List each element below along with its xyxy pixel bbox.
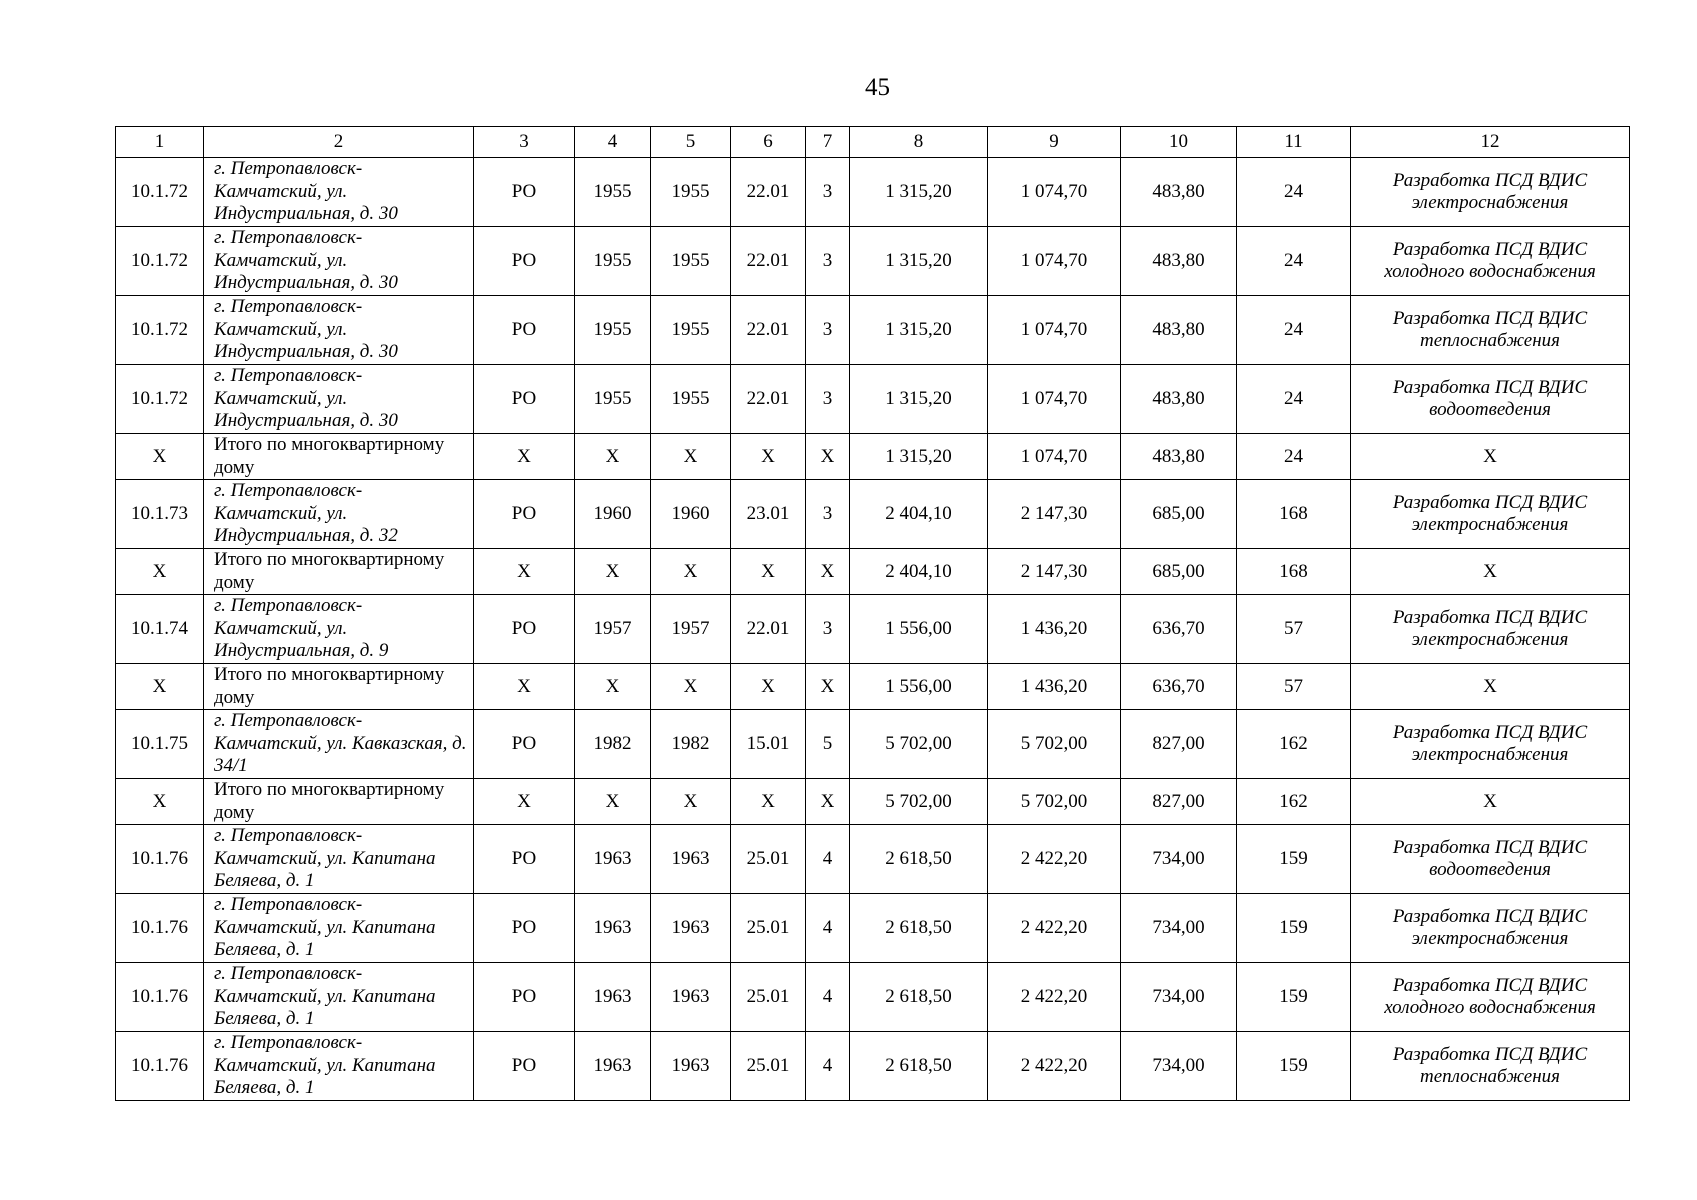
cell: 4 (806, 825, 850, 894)
cell: 159 (1237, 1032, 1351, 1101)
cell: 483,80 (1121, 365, 1237, 434)
cell: 24 (1237, 365, 1351, 434)
address-cell: Итого по многоквартирному дому (204, 664, 474, 710)
work-cell: X (1351, 779, 1630, 825)
cell: X (575, 779, 651, 825)
cell: РО (474, 1032, 575, 1101)
cell: 168 (1237, 549, 1351, 595)
cell: 1 315,20 (850, 227, 988, 296)
cell: 4 (806, 1032, 850, 1101)
address-cell: г. Петропавловск-Камчатский, ул. Капитана Беляева, д. 1 (204, 963, 474, 1032)
cell: 483,80 (1121, 296, 1237, 365)
cell: РО (474, 296, 575, 365)
cell: 2 422,20 (988, 894, 1121, 963)
cell: 2 404,10 (850, 549, 988, 595)
cell: 5 (806, 710, 850, 779)
work-cell: Разработка ПСД ВДИС электроснабжения (1351, 158, 1630, 227)
work-cell: X (1351, 549, 1630, 595)
work-cell: Разработка ПСД ВДИС водоотведения (1351, 365, 1630, 434)
work-cell: Разработка ПСД ВДИС электроснабжения (1351, 595, 1630, 664)
cell: 1 315,20 (850, 296, 988, 365)
cell: РО (474, 365, 575, 434)
address-cell: г. Петропавловск-Камчатский, ул. Индустриальная, д. 9 (204, 595, 474, 664)
cell: 1955 (575, 365, 651, 434)
row-number: 10.1.76 (116, 825, 204, 894)
address-cell: г. Петропавловск-Камчатский, ул. Капитана Беляева, д. 1 (204, 1032, 474, 1101)
column-header: 8 (850, 127, 988, 158)
total-row (116, 549, 1630, 595)
cell: 1957 (575, 595, 651, 664)
cell: X (474, 664, 575, 710)
cell: 1963 (651, 825, 731, 894)
cell: 1 074,70 (988, 227, 1121, 296)
cell: 734,00 (1121, 963, 1237, 1032)
cell: РО (474, 595, 575, 664)
work-cell: X (1351, 664, 1630, 710)
cell: 827,00 (1121, 710, 1237, 779)
column-header: 11 (1237, 127, 1351, 158)
column-header: 4 (575, 127, 651, 158)
cell: 1963 (575, 1032, 651, 1101)
row-number: X (116, 549, 204, 595)
work-cell: Разработка ПСД ВДИС холодного водоснабжения (1351, 963, 1630, 1032)
cell: 1 074,70 (988, 158, 1121, 227)
cell: РО (474, 158, 575, 227)
cell: 22.01 (731, 296, 806, 365)
cell: 483,80 (1121, 227, 1237, 296)
cell: 159 (1237, 894, 1351, 963)
cell: 734,00 (1121, 1032, 1237, 1101)
cell: 15.01 (731, 710, 806, 779)
cell: 1 436,20 (988, 664, 1121, 710)
cell: 1955 (651, 227, 731, 296)
cell: 1 315,20 (850, 434, 988, 480)
cell: 1955 (651, 158, 731, 227)
cell: 22.01 (731, 158, 806, 227)
table-row (116, 158, 1630, 227)
row-number: 10.1.72 (116, 227, 204, 296)
column-header: 12 (1351, 127, 1630, 158)
cell: 5 702,00 (988, 779, 1121, 825)
row-number: 10.1.72 (116, 158, 204, 227)
cell: 5 702,00 (988, 710, 1121, 779)
cell: 1 315,20 (850, 365, 988, 434)
cell: 168 (1237, 480, 1351, 549)
column-header: 10 (1121, 127, 1237, 158)
cell: 1 436,20 (988, 595, 1121, 664)
total-row (116, 664, 1630, 710)
cell: 636,70 (1121, 595, 1237, 664)
cell: 2 618,50 (850, 894, 988, 963)
table-row (116, 365, 1630, 434)
cell: 1963 (575, 963, 651, 1032)
cell: 4 (806, 894, 850, 963)
cell: X (806, 779, 850, 825)
cell: 3 (806, 158, 850, 227)
cell: 162 (1237, 710, 1351, 779)
column-header: 1 (116, 127, 204, 158)
cell: 1955 (575, 227, 651, 296)
table-row (116, 963, 1630, 1032)
cell: 24 (1237, 434, 1351, 480)
cell: 25.01 (731, 894, 806, 963)
row-number: 10.1.75 (116, 710, 204, 779)
work-cell: Разработка ПСД ВДИС водоотведения (1351, 825, 1630, 894)
address-cell: г. Петропавловск-Камчатский, ул. Индустриальная, д. 32 (204, 480, 474, 549)
cell: 734,00 (1121, 894, 1237, 963)
cell: 3 (806, 227, 850, 296)
address-cell: Итого по многоквартирному дому (204, 779, 474, 825)
cell: 827,00 (1121, 779, 1237, 825)
address-cell: Итого по многоквартирному дому (204, 549, 474, 595)
cell: 1957 (651, 595, 731, 664)
cell: 1963 (651, 1032, 731, 1101)
cell: 23.01 (731, 480, 806, 549)
cell: 734,00 (1121, 825, 1237, 894)
table-row (116, 595, 1630, 664)
address-cell: г. Петропавловск-Камчатский, ул. Индустриальная, д. 30 (204, 227, 474, 296)
cell: 1 315,20 (850, 158, 988, 227)
cell: 1982 (575, 710, 651, 779)
cell: 22.01 (731, 595, 806, 664)
row-number: 10.1.76 (116, 894, 204, 963)
row-number: X (116, 434, 204, 480)
cell: 685,00 (1121, 480, 1237, 549)
cell: X (651, 779, 731, 825)
cell: 57 (1237, 664, 1351, 710)
column-header: 3 (474, 127, 575, 158)
work-cell: Разработка ПСД ВДИС теплоснабжения (1351, 1032, 1630, 1101)
cell: X (575, 434, 651, 480)
cell: 1960 (575, 480, 651, 549)
row-number: 10.1.73 (116, 480, 204, 549)
cell: 1963 (575, 894, 651, 963)
cell: 2 618,50 (850, 963, 988, 1032)
cell: 159 (1237, 825, 1351, 894)
address-cell: г. Петропавловск-Камчатский, ул. Индустриальная, д. 30 (204, 365, 474, 434)
cell: 1 074,70 (988, 365, 1121, 434)
cell: 1 556,00 (850, 595, 988, 664)
address-cell: г. Петропавловск-Камчатский, ул. Капитана Беляева, д. 1 (204, 825, 474, 894)
work-cell: Разработка ПСД ВДИС электроснабжения (1351, 710, 1630, 779)
cell: 2 618,50 (850, 825, 988, 894)
cell: 1 074,70 (988, 296, 1121, 365)
cell: 2 422,20 (988, 1032, 1121, 1101)
cell: X (731, 434, 806, 480)
total-row (116, 434, 1630, 480)
cell: 22.01 (731, 365, 806, 434)
address-cell: г. Петропавловск-Камчатский, ул. Индустриальная, д. 30 (204, 296, 474, 365)
cell: РО (474, 710, 575, 779)
cell: 483,80 (1121, 434, 1237, 480)
address-cell: г. Петропавловск-Камчатский, ул. Капитана Беляева, д. 1 (204, 894, 474, 963)
address-cell: Итого по многоквартирному дому (204, 434, 474, 480)
cell: X (731, 779, 806, 825)
cell: 3 (806, 365, 850, 434)
cell: 3 (806, 595, 850, 664)
cell: 159 (1237, 963, 1351, 1032)
address-cell: г. Петропавловск-Камчатский, ул. Кавказская, д. 34/1 (204, 710, 474, 779)
cell: 162 (1237, 779, 1351, 825)
cell: 3 (806, 296, 850, 365)
work-cell: Разработка ПСД ВДИС холодного водоснабжения (1351, 227, 1630, 296)
row-number: 10.1.72 (116, 296, 204, 365)
cell: X (651, 434, 731, 480)
cell: 5 702,00 (850, 710, 988, 779)
cell: 1955 (575, 296, 651, 365)
cell: X (474, 549, 575, 595)
cell: 2 404,10 (850, 480, 988, 549)
cell: 1955 (651, 296, 731, 365)
cell: X (651, 549, 731, 595)
data-table (115, 126, 1630, 1101)
cell: 1955 (575, 158, 651, 227)
row-number: 10.1.76 (116, 963, 204, 1032)
cell: 25.01 (731, 825, 806, 894)
cell: 24 (1237, 158, 1351, 227)
table-row (116, 825, 1630, 894)
cell: 2 147,30 (988, 480, 1121, 549)
cell: 4 (806, 963, 850, 1032)
table-row (116, 227, 1630, 296)
cell: РО (474, 480, 575, 549)
cell: X (731, 549, 806, 595)
column-header: 9 (988, 127, 1121, 158)
table-row (116, 710, 1630, 779)
cell: 3 (806, 480, 850, 549)
table-row (116, 894, 1630, 963)
table-row (116, 1032, 1630, 1101)
work-cell: Разработка ПСД ВДИС электроснабжения (1351, 894, 1630, 963)
cell: 1963 (575, 825, 651, 894)
cell: 57 (1237, 595, 1351, 664)
cell: 1963 (651, 963, 731, 1032)
cell: 685,00 (1121, 549, 1237, 595)
cell: X (806, 549, 850, 595)
cell: 1 074,70 (988, 434, 1121, 480)
column-header: 5 (651, 127, 731, 158)
cell: 1982 (651, 710, 731, 779)
cell: 1955 (651, 365, 731, 434)
cell: РО (474, 227, 575, 296)
cell: X (806, 434, 850, 480)
cell: 2 147,30 (988, 549, 1121, 595)
cell: РО (474, 825, 575, 894)
cell: X (575, 549, 651, 595)
cell: 25.01 (731, 1032, 806, 1101)
cell: X (575, 664, 651, 710)
header-row (116, 127, 1630, 158)
column-header: 2 (204, 127, 474, 158)
cell: 24 (1237, 227, 1351, 296)
row-number: 10.1.76 (116, 1032, 204, 1101)
cell: X (806, 664, 850, 710)
cell: 1 556,00 (850, 664, 988, 710)
cell: X (651, 664, 731, 710)
cell: 22.01 (731, 227, 806, 296)
work-cell: Разработка ПСД ВДИС теплоснабжения (1351, 296, 1630, 365)
page-number: 45 (865, 74, 890, 101)
table-row (116, 480, 1630, 549)
cell: 25.01 (731, 963, 806, 1032)
work-cell: X (1351, 434, 1630, 480)
address-cell: г. Петропавловск-Камчатский, ул. Индустриальная, д. 30 (204, 158, 474, 227)
table-row (116, 296, 1630, 365)
cell: 2 618,50 (850, 1032, 988, 1101)
work-cell: Разработка ПСД ВДИС электроснабжения (1351, 480, 1630, 549)
column-header: 7 (806, 127, 850, 158)
cell: X (474, 779, 575, 825)
total-row (116, 779, 1630, 825)
row-number: X (116, 779, 204, 825)
cell: 1963 (651, 894, 731, 963)
cell: РО (474, 894, 575, 963)
cell: X (731, 664, 806, 710)
cell: 636,70 (1121, 664, 1237, 710)
cell: РО (474, 963, 575, 1032)
row-number: 10.1.74 (116, 595, 204, 664)
cell: 5 702,00 (850, 779, 988, 825)
column-header: 6 (731, 127, 806, 158)
cell: 2 422,20 (988, 825, 1121, 894)
cell: 24 (1237, 296, 1351, 365)
row-number: X (116, 664, 204, 710)
cell: 2 422,20 (988, 963, 1121, 1032)
cell: 483,80 (1121, 158, 1237, 227)
row-number: 10.1.72 (116, 365, 204, 434)
cell: X (474, 434, 575, 480)
cell: 1960 (651, 480, 731, 549)
